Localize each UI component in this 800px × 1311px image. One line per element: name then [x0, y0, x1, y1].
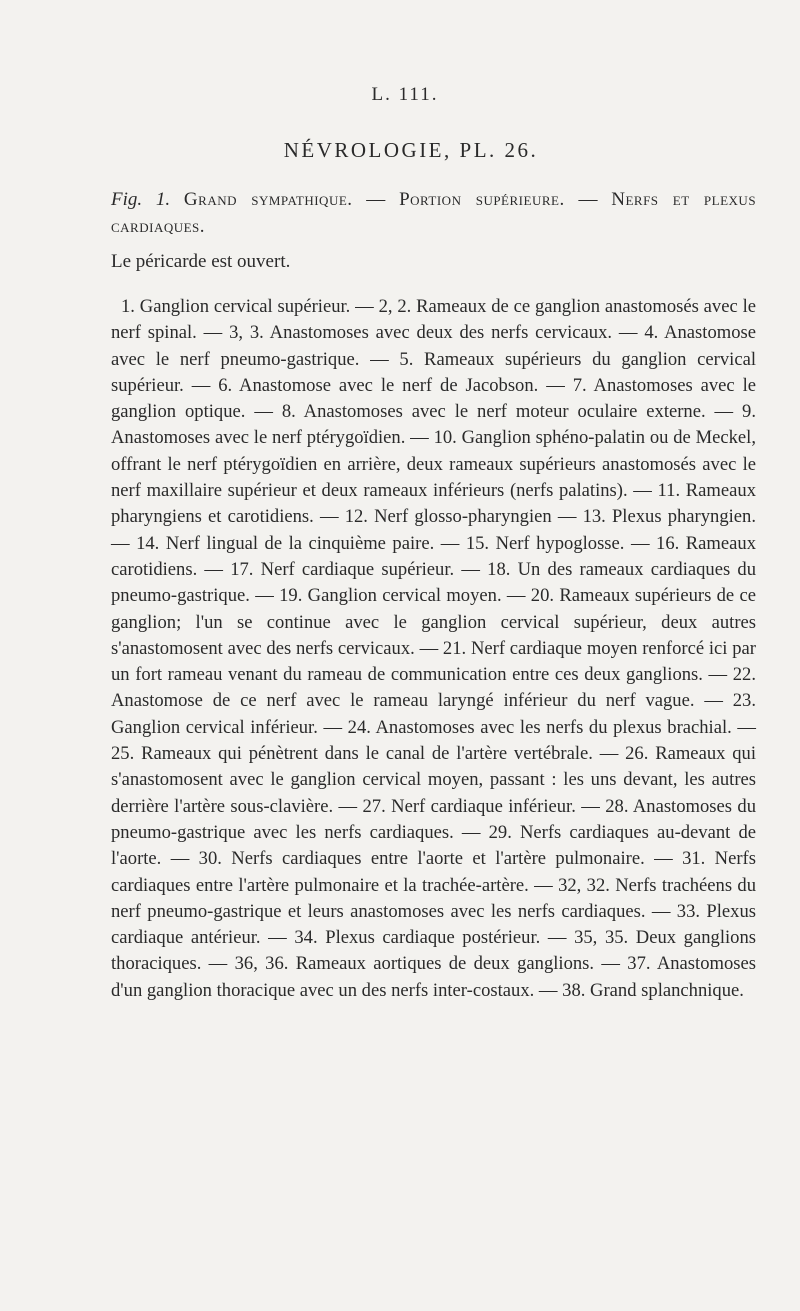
figure-title-part1: Grand sympathique. [183, 189, 353, 210]
figure-title-part3: Nerfs et plexus cardiaques. [111, 189, 757, 237]
plate-number: L. 111. [371, 84, 439, 105]
figure-legend: 1. Ganglion cervical supérieur. — 2, 2. Rameaux de ce ganglion anastomosés avec le nerf spinal. — 3, 3. Anastomoses avec deux des nerfs cervicaux. — 4. Anastomose avec le nerf pneumo-gastrique. — 5. Rameaux supérieurs du ganglion cervical supérieur. — 6. Anastomose avec le nerf de Jacobson. — 7. Anastomoses avec le ganglion optique. — 8. Anastomoses avec le nerf moteur oculaire externe. — 9. Anastomoses avec le nerf ptérygoïdien. — 10. Ganglion sphéno-palatin ou de Meckel, offrant le nerf ptérygoïdien en arrière, deux rameaux supérieurs anastomosés avec le nerf maxillaire supérieur et deux rameaux inférieurs (nerfs palatins). — 11. Rameaux pharyngiens et carotidiens. — 12. Nerf glosso-pharyngien — 13. Plexus pharyngien. — 14. Nerf lingual de la cinquième paire. — 15. Nerf hypoglosse. — 16. Rameaux carotidiens. — 17. Nerf cardiaque supérieur. — 18. Un des rameaux cardiaques du pneumo-gastrique. — 19. Ganglion cervical moyen. — 20. Rameaux supérieurs de ce ganglion; l'un se continue avec le ganglion cervical supérieur, deux autres s'anastomosent avec des nerfs cervicaux. — 21. Nerf cardiaque moyen renforcé ici par un fort rameau venant du rameau de communication entre ces deux ganglions. — 22. Anastomose de ce nerf avec le rameau laryngé inférieur du nerf vague. — 23. Ganglion cervical inférieur. — 24. Anastomoses avec les nerfs du plexus brachial. — 25. Rameaux qui pénètrent dans le canal de l'artère vertébrale. — 26. Rameaux qui s'anastomosent avec le ganglion cervical moyen, passant : les uns devant, les autres derrière l'artère sous-clavière. — 27. Nerf cardiaque inférieur. — 28. Anastomoses du pneumo-gastrique avec les nerfs cardiaques. — 29. Nerfs cardiaques au-devant de l'aorte. — 30. Nerfs cardiaques entre l'aorte et l'artère pulmonaire. — 31. Nerfs cardiaques entre l'artère pulmonaire et la trachée-artère. — 32, 32. Nerfs trachéens du nerf pneumo-gastrique et leurs anastomoses avec les nerfs cardiaques. — 33. Plexus cardiaque antérieur. — 34. Plexus cardiaque postérieur. — 35, 35. Deux ganglions thoraciques. — 36, 36. Rameaux aortiques de deux ganglions. — 37. Anastomoses d'un ganglion thoracique avec un des nerfs inter-costaux. — 38. Grand splanchnique. [111, 296, 756, 1001]
figure-title-part2: Portion supérieure. [399, 189, 565, 210]
page-heading: NÉVROLOGIE, PL. 26. [283, 138, 539, 162]
figure-title [111, 186, 756, 240]
figure-title-dash1: — [352, 189, 400, 210]
figure-title-dash2: — [564, 189, 612, 210]
figure-label: Fig. 1. [111, 189, 171, 210]
intro-line: Le péricarde est ouvert. [111, 251, 291, 272]
